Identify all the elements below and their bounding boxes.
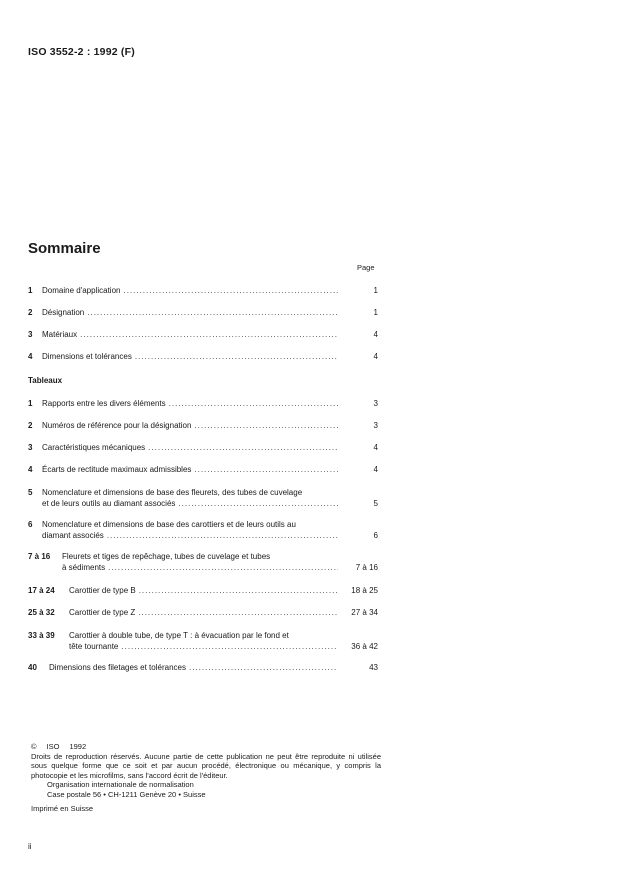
toc-entry-page: 3 xyxy=(373,421,378,430)
copyright-line xyxy=(31,742,381,752)
page-column-heading: Page xyxy=(357,263,375,272)
toc-entry-text: Nomenclature et dimensions de base des fleurets, des tubes de cuvelage xyxy=(42,488,303,497)
toc-entry-number: 2 xyxy=(28,308,33,317)
toc-entry-number: 4 xyxy=(28,352,33,361)
toc-entry-text: diamant associés xyxy=(42,531,104,540)
toc-entry-page: 18 à 25 xyxy=(351,586,378,595)
printed-in: Imprimé en Suisse xyxy=(31,804,94,813)
document-identifier: ISO 3552-2 : 1992 (F) xyxy=(28,46,135,58)
page-number: ii xyxy=(28,842,32,851)
toc-entry-page: 43 xyxy=(369,663,378,672)
toc-entry-page: 1 xyxy=(373,308,378,317)
toc-entry-text: Écarts de rectitude maximaux admissibles xyxy=(42,465,192,474)
toc-entry-number: 7 à 16 xyxy=(28,552,51,561)
dot-leader xyxy=(87,307,338,318)
toc-entry-page: 3 xyxy=(373,399,378,408)
toc-entry-number: 40 xyxy=(28,663,37,672)
toc-entry-number: 6 xyxy=(28,520,33,529)
dot-leader xyxy=(107,530,338,541)
dot-leader xyxy=(123,285,338,296)
toc-entry-page: 7 à 16 xyxy=(355,563,378,572)
toc-entry-text: Désignation xyxy=(42,308,85,317)
dot-leader xyxy=(139,585,338,596)
toc-entry-text: Caractéristiques mécaniques xyxy=(42,443,146,452)
dot-leader xyxy=(169,398,338,409)
tables-heading: Tableaux xyxy=(28,376,63,385)
dot-leader xyxy=(194,420,338,431)
copyright-symbol: © xyxy=(31,742,37,751)
toc-entry-number: 17 à 24 xyxy=(28,586,55,595)
toc-entry-page: 6 xyxy=(373,531,378,540)
dot-leader xyxy=(135,351,338,362)
copyright-year: 1992 xyxy=(69,742,87,751)
copyright-notice xyxy=(31,742,381,814)
toc-entry-text: tête tournante xyxy=(69,642,119,651)
toc-entry-text: Rapports entre les divers éléments xyxy=(42,399,166,408)
postal-address: Case postale 56 • CH-1211 Genève 20 • Suisse xyxy=(47,789,206,799)
dot-leader xyxy=(189,662,338,673)
toc-entry-text: Carottier de type B xyxy=(69,586,136,595)
toc-entry-text: Carottier à double tube, de type T : à évacuation par le fond et xyxy=(69,631,289,640)
toc-entry-text: Fleurets et tiges de repêchage, tubes de cuvelage et tubes xyxy=(62,552,271,561)
toc-entry-page: 27 à 34 xyxy=(351,608,378,617)
dot-leader xyxy=(138,607,338,618)
toc-entry-text: Dimensions et tolérances xyxy=(42,352,132,361)
toc-entry-page: 4 xyxy=(373,465,378,474)
toc-entry-number: 5 xyxy=(28,488,33,497)
toc-entry-number: 25 à 32 xyxy=(28,608,55,617)
toc-entry-text: Numéros de référence pour la désignation xyxy=(42,421,192,430)
toc-title: Sommaire xyxy=(28,240,101,257)
toc-entry-number: 3 xyxy=(28,443,33,452)
toc-entry-page: 4 xyxy=(373,352,378,361)
toc-entry-page: 4 xyxy=(373,443,378,452)
organisation-name: Organisation internationale de normalisation xyxy=(47,780,194,789)
dot-leader xyxy=(148,442,338,453)
toc-entry-page: 5 xyxy=(373,499,378,508)
dot-leader xyxy=(108,562,338,573)
toc-entry-page: 4 xyxy=(373,330,378,339)
toc-entry-page: 1 xyxy=(373,286,378,295)
toc-entry-number: 1 xyxy=(28,399,33,408)
toc-entry-number: 2 xyxy=(28,421,33,430)
toc-entry-text: Dimensions des filetages et tolérances xyxy=(49,663,186,672)
dot-leader xyxy=(194,464,338,475)
toc-entry-number: 1 xyxy=(28,286,33,295)
toc-entry-text: Domaine d'application xyxy=(42,286,121,295)
copyright-org: ISO xyxy=(46,742,60,751)
toc-entry-page: 36 à 42 xyxy=(351,642,378,651)
toc-entry-text: Matériaux xyxy=(42,330,78,339)
dot-leader xyxy=(80,329,338,340)
toc-entry-text: et de leurs outils au diamant associés xyxy=(42,499,176,508)
toc-entry-text: Nomenclature et dimensions de base des carottiers et de leurs outils au xyxy=(42,520,296,529)
dot-leader xyxy=(178,498,338,509)
dot-leader xyxy=(121,641,338,652)
toc-entry-text: à sédiments xyxy=(62,563,106,572)
toc-entry-text: Carottier de type Z xyxy=(69,608,136,617)
toc-entry-number: 4 xyxy=(28,465,33,474)
rights-statement: Droits de reproduction réservés. Aucune partie de cette publication ne peut être reproduite ni utilisée sous quelque forme que ce soit et par aucun procédé, électronique ou mécanique, y compris la photocopie et les microfilms, sans l'accord écrit de l'éditeur. xyxy=(31,751,381,780)
toc-entry-number: 3 xyxy=(28,330,33,339)
toc-entry-number: 33 à 39 xyxy=(28,631,55,640)
